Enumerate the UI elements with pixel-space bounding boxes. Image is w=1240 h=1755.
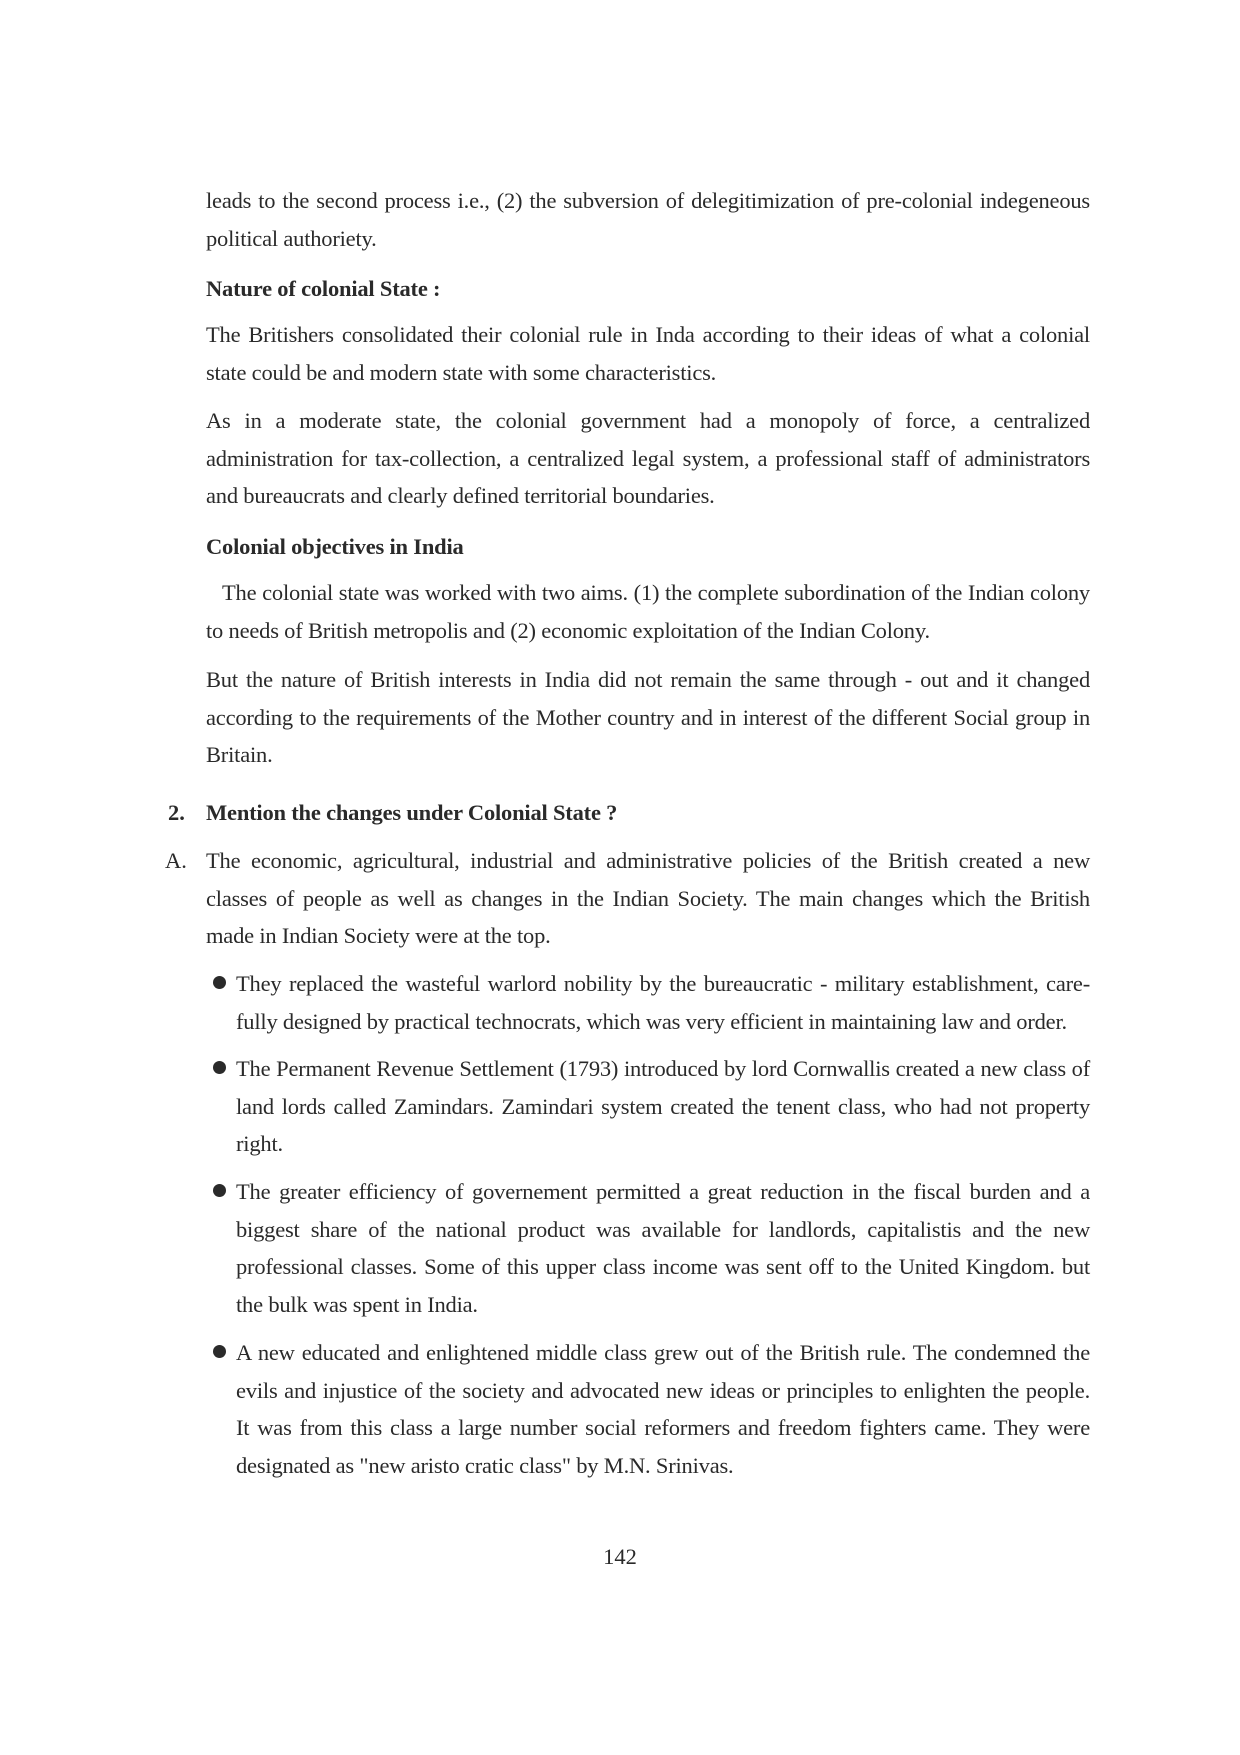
paragraph-intro: leads to the second process i.e., (2) the subversion of delegitimization of pre-colonial indegeneous political authoriety.: [206, 188, 1090, 251]
answer-text: The economic, agricultural, industrial and administrative policies of the British created a new classes of people as well as changes in the Indian Society. The main changes which the British made in Indian Society were at the top.: [206, 848, 1090, 948]
question-text: Mention the changes under Colonial State ?: [206, 800, 618, 825]
heading-nature-of-colonial-state: Nature of colonial State :: [206, 276, 441, 301]
paragraph-moderate-state: As in a moderate state, the colonial government had a monopoly of force, a centralized administration for tax-collection, a centralized legal system, a professional staff of administrators and bureaucrats and clearly defined territorial boundaries.: [206, 408, 1090, 508]
bullet-item-permanent-settlement: The Permanent Revenue Settlement (1793) introduced by lord Cornwallis created a new class of land lords called Zamindars. Zamindari system created the tenent class, who had not property right.: [236, 1056, 1090, 1156]
answer-label: A.: [165, 848, 187, 873]
paragraph-british-interests: But the nature of British interests in India did not remain the same through - out and it changed according to the requirements of the Mother country and in interest of the different Social group in Britain.: [206, 667, 1090, 767]
bullet-item-efficiency: The greater efficiency of governement permitted a great reduction in the fiscal burden and a biggest share of the national product was available for landlords, capitalistis and the new professional classes. Some of this upper class income was sent off to the United Kingdom. but the bulk was spent in India.: [236, 1179, 1090, 1317]
page-number: 142: [603, 1544, 637, 1569]
bullet-icon: [213, 1184, 226, 1197]
paragraph-britishers: The Britishers consolidated their colonial rule in Inda according to their ideas of what a colonial state could be and modern state with some characteristics.: [206, 322, 1090, 385]
bullet-icon: [213, 1061, 226, 1074]
bullet-icon: [213, 1345, 226, 1358]
bullet-icon: [213, 976, 226, 989]
bullet-item-middle-class: A new educated and enlightened middle class grew out of the British rule. The condemned the evils and injustice of the society and advocated new ideas or principles to enlighten the people. It was from this class a large number social reformers and freedom fighters came. They were designated as "new aristo cratic class" by M.N. Srinivas.: [236, 1340, 1090, 1478]
heading-colonial-objectives: Colonial objectives in India: [206, 534, 464, 559]
paragraph-two-aims: The colonial state was worked with two aims. (1) the complete subordination of the Indian colony to needs of British metropolis and (2) economic exploitation of the Indian Colony.: [206, 580, 1090, 643]
question-number: 2.: [168, 800, 185, 825]
bullet-item-warlord: They replaced the wasteful warlord nobility by the bureaucratic - military establishment, care- fully designed by practical technocrats, which was very efficient in maintaining law and order.: [236, 971, 1090, 1034]
